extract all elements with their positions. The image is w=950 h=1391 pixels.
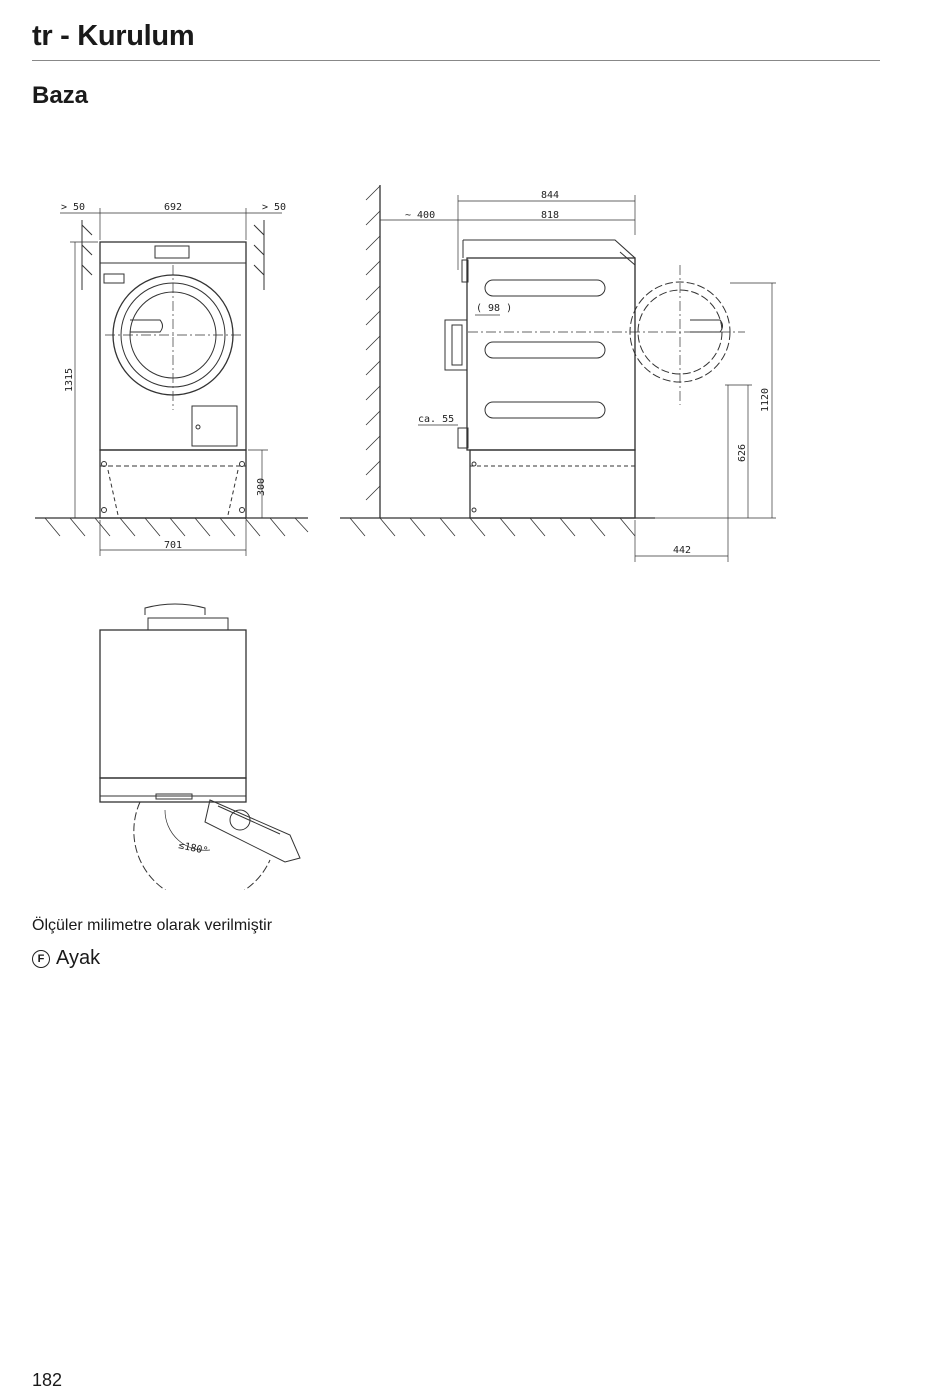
side-view-dimensions	[405, 190, 771, 556]
dim-door-swing: 442	[673, 545, 692, 556]
dim-hinge-offset: ( 98 )	[476, 303, 513, 314]
technical-drawing	[0, 170, 950, 890]
heading-baza: Baza	[32, 82, 89, 109]
front-view-dimensions	[61, 202, 286, 551]
legend-item-foot	[32, 947, 100, 970]
dim-machine-width: 692	[164, 202, 183, 213]
dim-gap-left: > 50	[61, 202, 86, 213]
installation-dimension-drawing	[0, 170, 950, 890]
dim-total-depth: 844	[541, 190, 560, 201]
dim-body-depth: 818	[541, 210, 560, 221]
dim-rear-connection: ca. 55	[418, 414, 455, 425]
door-angle-label: ≤180°	[177, 840, 210, 858]
front-view	[35, 208, 308, 556]
side-view	[340, 185, 776, 562]
legend-label: Ayak	[56, 947, 101, 969]
dim-door-top-height: 1120	[760, 387, 771, 412]
dim-gap-right: > 50	[262, 202, 287, 213]
dim-total-height: 1315	[64, 367, 75, 392]
dimension-note: Ölçüler milimetre olarak verilmiştir	[32, 917, 273, 934]
header-divider	[32, 60, 880, 61]
legend-marker-f: F	[32, 950, 50, 968]
dim-door-center-height: 626	[737, 443, 748, 462]
page-section-title: tr - Kurulum	[32, 20, 195, 52]
dim-base-height: 300	[256, 477, 267, 496]
dim-base-width: 701	[164, 540, 183, 551]
dim-wall-clearance: ~ 400	[405, 210, 436, 221]
page-number: 182	[32, 1370, 63, 1390]
